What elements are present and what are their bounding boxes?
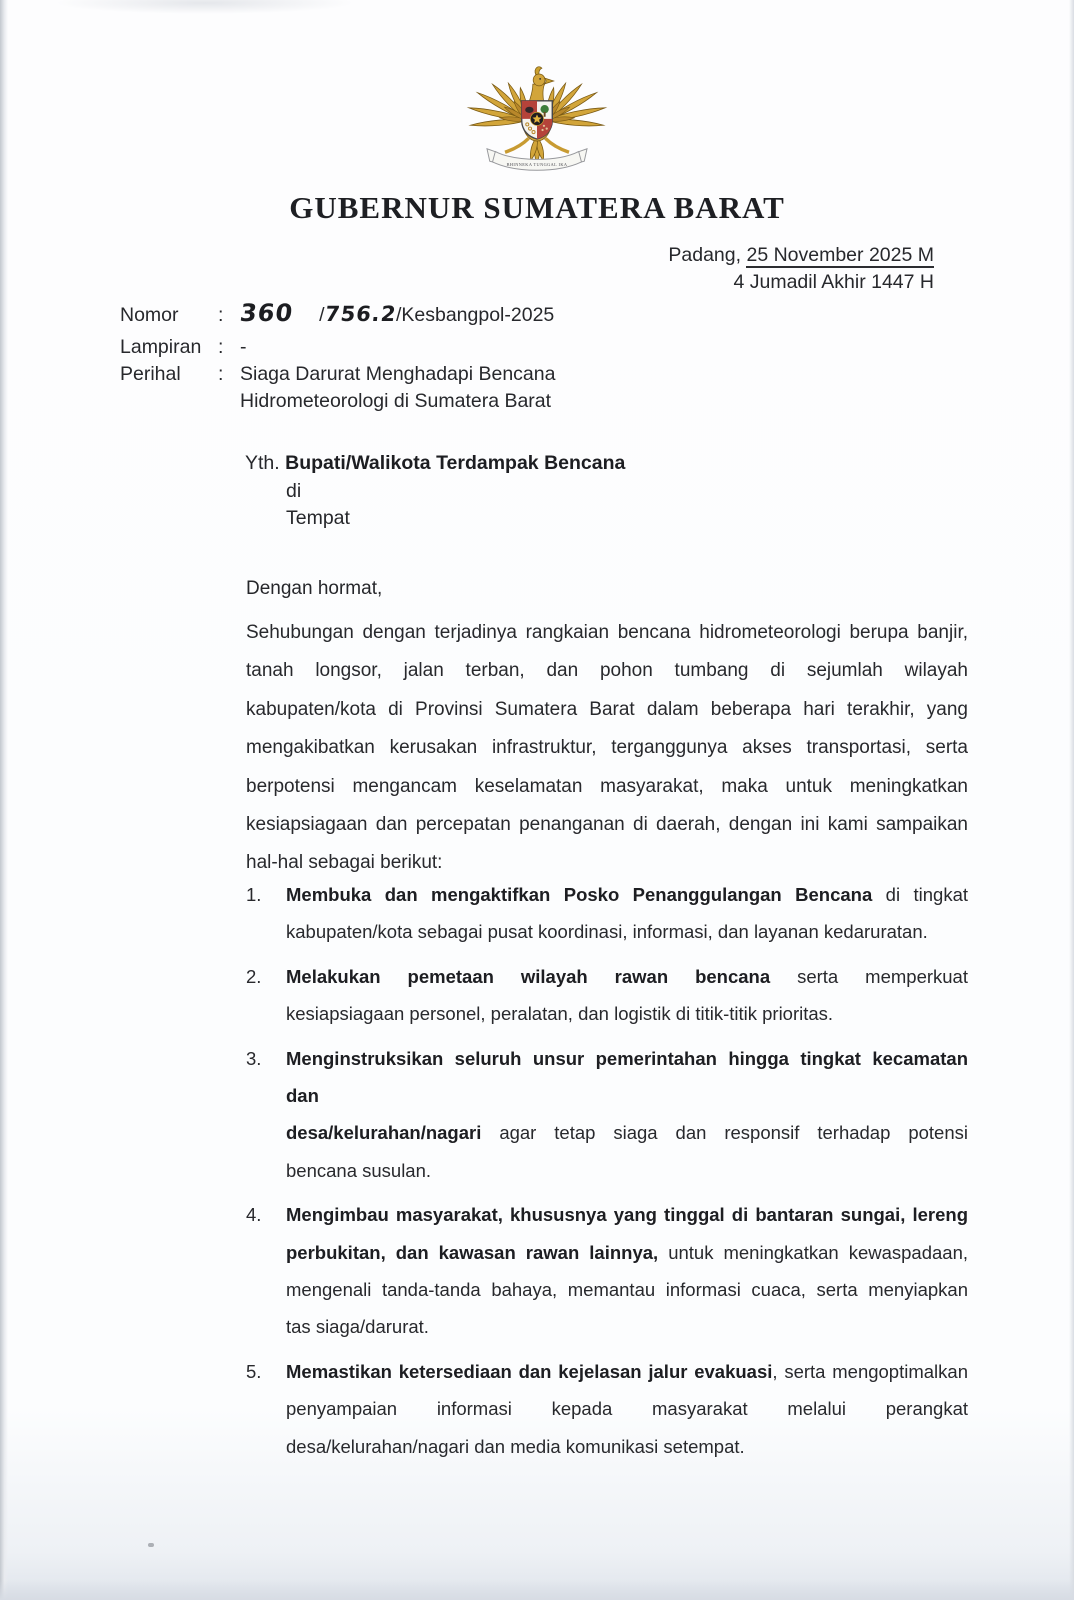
list-item-text (286, 958, 968, 1033)
dateline (668, 242, 934, 296)
text-line: desa/kelurahan/nagari agar tetap siaga dan responsif terhadap potensi (286, 1122, 968, 1144)
recipient-place: Tempat (286, 507, 350, 529)
garuda-pancasila-emblem (458, 48, 616, 180)
text-line: kabupaten/kota sebagai pusat koordinasi, informasi, dan layanan kedaruratan. (286, 921, 928, 943)
scan-edge-left (0, 0, 8, 1600)
text-line: hal-hal sebagai berikut: (246, 852, 443, 874)
nomor-value (240, 300, 555, 329)
letter-meta (120, 300, 555, 415)
text-line: mengakibatkan kerusakan infrastruktur, terganggunya akses transportasi, serta (246, 737, 968, 759)
text-line: Melakukan pemetaan wilayah rawan bencana serta memperkuat (286, 965, 968, 987)
meta-row-perihal (120, 361, 555, 415)
scan-smudge (55, 0, 355, 14)
lampiran-label: Lampiran (120, 336, 202, 358)
dateline-place: Padang, (668, 244, 747, 266)
text-line: Sehubungan dengan terjadinya rangkaian bencana hidrometeorologi berupa banjir, (246, 622, 968, 643)
lampiran-value: - (240, 336, 247, 358)
text-line: Membuka dan mengaktifkan Posko Penanggulangan Bencana di tingkat (286, 884, 968, 905)
lampiran-colon: : (218, 336, 224, 358)
list-item (246, 1196, 968, 1346)
meta-row-lampiran (120, 334, 555, 361)
recipient-addressee: Bupati/Walikota Terdampak Bencana (285, 452, 626, 474)
text-line: berpotensi mengancam keselamatan masyarakat, maka untuk meningkatkan (246, 775, 968, 797)
text-line: Menginstruksikan seluruh unsur pemerintahan hingga tingkat kecamatan dan (286, 1047, 968, 1107)
directive-list (246, 876, 968, 1472)
text-line: tas siaga/darurat. (286, 1316, 429, 1338)
text-line: mengenali tanda-tanda bahaya, memantau informasi cuaca, serta menyiapkan (286, 1279, 968, 1301)
garuda-left-wing (468, 82, 530, 128)
text-line: tanah longsor, jalan terban, dan pohon tumbang di sejumlah wilayah (246, 660, 968, 682)
perihal-line1: Siaga Darurat Menghadapi Bencana (240, 363, 556, 385)
text-line: bencana susulan. (286, 1159, 432, 1181)
nomor-label: Nomor (120, 304, 179, 326)
list-item (246, 876, 968, 951)
list-item (246, 1040, 968, 1190)
nomor-handwritten-1: 360 (238, 299, 295, 327)
list-item-number: 1. (246, 884, 262, 905)
greeting: Dengan hormat, (246, 578, 383, 599)
opening-paragraph (246, 614, 968, 883)
list-item-number: 4. (246, 1204, 262, 1226)
motto-text: BHINNEKA TUNGGAL IKA (506, 162, 568, 168)
pancasila-shield (522, 101, 553, 139)
text-line: perbukitan, dan kawasan rawan lainnya, untuk meningkatkan kewaspadaan, (286, 1241, 969, 1263)
nomor-handwritten-2: 756.2 (323, 302, 398, 326)
list-item-number: 3. (246, 1047, 262, 1069)
recipient-preposition: di (286, 479, 302, 502)
text-line: Mengimbau masyarakat, khususnya yang tinggal di bantaran sungai, lereng (286, 1204, 968, 1226)
garuda-right-wing (544, 82, 606, 128)
list-item (246, 958, 968, 1033)
salutation-prefix: Yth. (245, 452, 286, 474)
perihal-label: Perihal (120, 363, 181, 385)
perihal-value (240, 361, 555, 415)
text-line: Memastikan ketersediaan dan kejelasan jalur evakuasi, serta mengoptimalkan (286, 1360, 968, 1382)
scan-edge-bottom (0, 1580, 1074, 1600)
scan-speck (148, 1543, 154, 1547)
list-item-text (286, 876, 968, 951)
meta-row-nomor (120, 300, 555, 334)
perihal-line2: Hidrometeorologi di Sumatera Barat (240, 390, 552, 412)
list-item-number: 2. (246, 965, 262, 987)
list-item-number: 5. (246, 1360, 262, 1382)
text-line: kesiapsiagaan dan percepatan penanganan di daerah, dengan ini kami sampaikan (246, 814, 968, 836)
list-item-text (286, 1196, 968, 1346)
list-item-text (286, 1353, 968, 1465)
scan-edge-right (1069, 0, 1074, 1600)
dateline-hijri: 4 Jumadil Akhir 1447 H (733, 271, 934, 293)
dateline-date-underlined: 25 November 2025 M (746, 244, 934, 266)
text-line: penyampaian informasi kepada masyarakat melalui perangkat (286, 1398, 968, 1420)
nomor-slash: / (319, 304, 325, 326)
dateline-gregorian (668, 242, 934, 269)
perihal-colon: : (218, 363, 224, 385)
nomor-printed: /Kesbangpol-2025 (395, 304, 555, 326)
text-line: kabupaten/kota di Provinsi Sumatera Barat dalam beberapa hari terakhir, yang (246, 698, 968, 720)
nomor-colon: : (218, 304, 224, 326)
list-item-text (286, 1040, 968, 1190)
recipient-salutation (245, 450, 625, 478)
recipient-block (245, 450, 625, 533)
letterhead-title: GUBERNUR SUMATERA BARAT (289, 190, 785, 225)
text-line: kesiapsiagaan personel, peralatan, dan logistik di titik-titik prioritas. (286, 1003, 834, 1025)
text-line: desa/kelurahan/nagari dan media komunikasi setempat. (286, 1435, 745, 1457)
list-item (246, 1353, 968, 1465)
